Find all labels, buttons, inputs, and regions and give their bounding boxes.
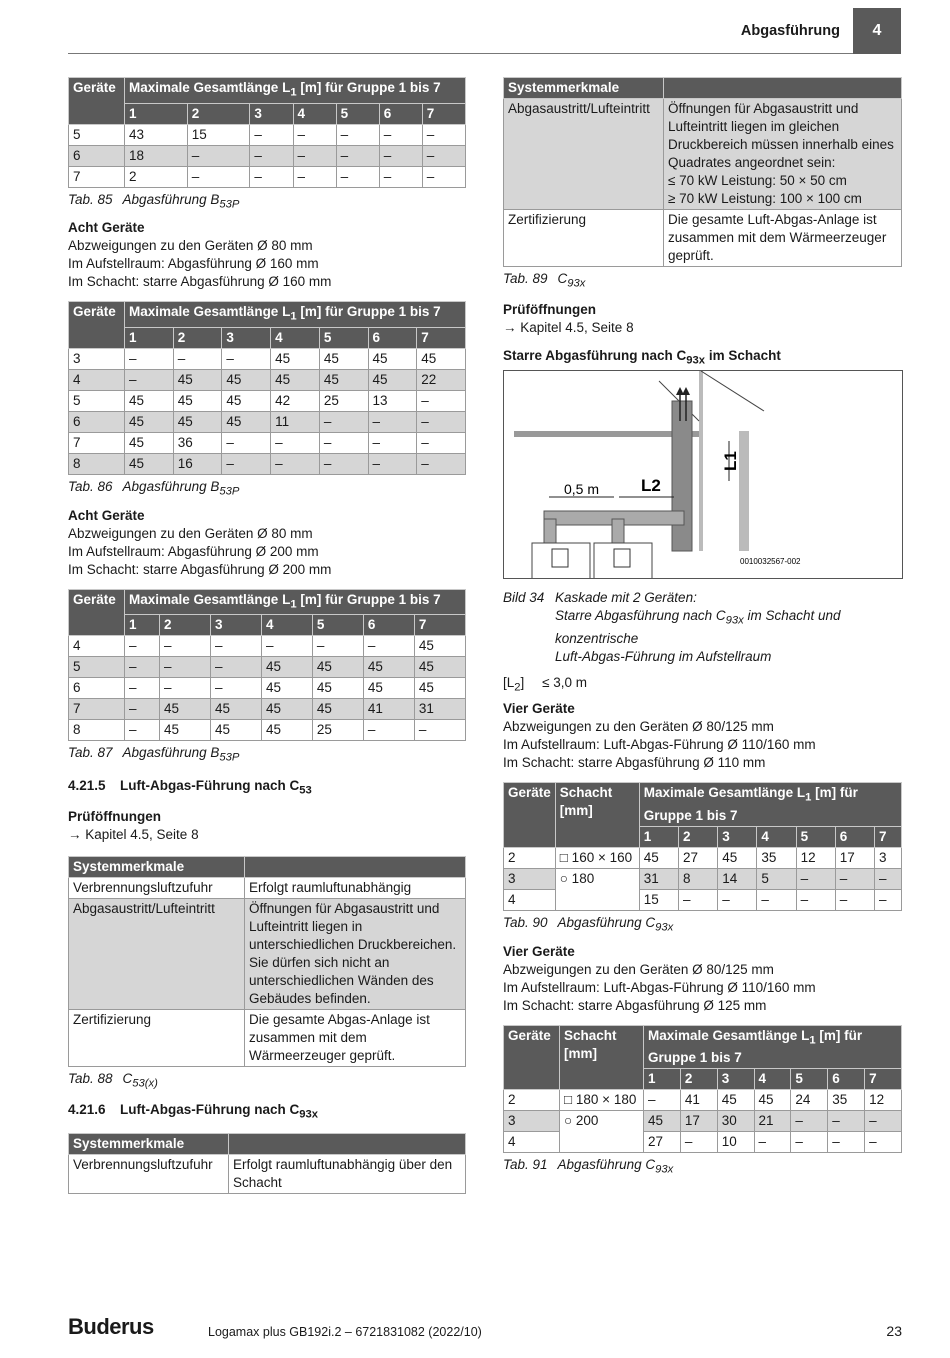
length-cell: – xyxy=(293,124,336,145)
length-cell: 45 xyxy=(210,720,261,741)
header-schacht: Schacht [mm] xyxy=(555,783,639,848)
group-cell: 1 xyxy=(644,1069,681,1090)
brand-logo: Buderus xyxy=(68,1314,154,1339)
length-cell: 45 xyxy=(222,391,271,412)
device-count-cell: 6 xyxy=(69,412,125,433)
length-cell: – xyxy=(363,720,414,741)
header-max-length: Maximale Gesamtlänge $L_1$ [m] für Gruppe 1 bis 7 xyxy=(125,589,466,615)
group-cell: 4 xyxy=(293,103,336,124)
length-cell: – xyxy=(222,349,271,370)
header-max-length: Maximale Gesamtlänge $L_1$ [m] für Gruppe 1 bis 7 xyxy=(644,1025,902,1069)
device-count-cell: 5 xyxy=(69,391,125,412)
block-line: Abzweigungen zu den Geräten Ø 80/125 mm xyxy=(503,719,774,735)
group-cell: 2 xyxy=(173,328,222,349)
l2-limit-note: $[L_2] \le 3,0$ m xyxy=(503,674,587,694)
table-header-row xyxy=(69,589,466,615)
table-row xyxy=(69,636,466,657)
bild34-caption: Bild 34 Kaskade mit 2 Geräten: Starre Abgasführung nach $C_{93x}$ im Schacht und konzentrische Luft-Abgas-Führung im Aufstellraum xyxy=(503,590,841,664)
group-cell: 2 xyxy=(680,1069,717,1090)
block-line: Im Aufstellraum: Abgasführung Ø 200 mm xyxy=(68,543,319,559)
length-cell: 45 xyxy=(261,699,312,720)
length-cell: – xyxy=(125,720,160,741)
group-cell: 4 xyxy=(757,827,796,848)
header-systemmerkmale: Systemmerkmale xyxy=(69,856,245,877)
table-90 xyxy=(503,782,902,911)
boiler-1 xyxy=(532,543,590,578)
pruef-block-2 xyxy=(503,301,902,337)
attr-value: Erfolgt raumluftunabhängig xyxy=(245,877,466,898)
caption-tab87: Tab. 87 Abgasführung $B_{53P}$ xyxy=(68,745,240,765)
length-cell: – xyxy=(271,454,320,475)
group-cell: 2 xyxy=(187,103,250,124)
table-row xyxy=(69,349,466,370)
length-cell: – xyxy=(173,349,222,370)
header-schacht: Schacht [mm] xyxy=(560,1025,644,1090)
length-cell: – xyxy=(210,636,261,657)
length-cell: – xyxy=(336,166,379,187)
length-cell: 45 xyxy=(222,412,271,433)
group-cell: 3 xyxy=(210,615,261,636)
header-systemmerkmale: Systemmerkmale xyxy=(504,78,664,99)
chapter-link[interactable]: → Kapitel 4.5, Seite 8 xyxy=(68,826,199,842)
attr-name: Abgasaustritt/Lufteintritt xyxy=(69,898,245,1009)
length-cell: – xyxy=(250,145,293,166)
block-line: Abzweigungen zu den Geräten Ø 80 mm xyxy=(68,238,313,254)
shaft-size: ○ 180 xyxy=(555,869,639,911)
caption-tab86: Tab. 86 Abgasführung $B_{53P}$ xyxy=(68,479,240,498)
attr-value: Öffnungen für Abgasaustritt und Lufteintritt liegen im gleichen Druckbereich müssen innerhalb eines Quadrates angeordnet sein: ≤ 70 kW Leistung: 50 × 50 cm ≥ 70 kW Leistung: 100 × 100 cm xyxy=(664,99,902,210)
device-count-cell: 6 xyxy=(69,678,125,699)
group-cell: 1 xyxy=(639,827,678,848)
table-row xyxy=(69,678,466,699)
block-line: Im Aufstellraum: Abgasführung Ø 160 mm xyxy=(68,256,319,272)
group-cell: 3 xyxy=(222,328,271,349)
length-cell: – xyxy=(312,636,363,657)
length-cell: – xyxy=(379,124,422,145)
length-cell: 45 xyxy=(125,433,174,454)
group-cell: 6 xyxy=(363,615,414,636)
left-column xyxy=(68,77,466,1194)
group-cell: 3 xyxy=(718,827,757,848)
shaft-wall-right xyxy=(739,431,749,551)
length-cell: – xyxy=(319,454,368,475)
table-body xyxy=(69,349,466,475)
right-column xyxy=(503,77,902,369)
table-row xyxy=(69,433,466,454)
length-cell: – xyxy=(293,166,336,187)
attr-name: Abgasaustritt/Lufteintritt xyxy=(504,99,664,210)
block-title: Acht Geräte xyxy=(68,507,145,523)
header-systemmerkmale: Systemmerkmale xyxy=(69,1134,229,1155)
length-cell: – xyxy=(222,454,271,475)
table-system-c93x xyxy=(68,1133,466,1194)
group-cell: 1 xyxy=(125,615,160,636)
document-id: Logamax plus GB192i.2 – 6721831082 (2022/10) xyxy=(208,1325,482,1339)
block-line: Abzweigungen zu den Geräten Ø 80/125 mm xyxy=(503,961,774,977)
header-empty xyxy=(245,856,466,877)
cascade-diagram xyxy=(503,370,903,579)
length-cell: 45 xyxy=(414,678,465,699)
length-cell: – xyxy=(250,166,293,187)
length-cell: – xyxy=(379,145,422,166)
page-number: 23 xyxy=(886,1323,902,1339)
table-body xyxy=(69,124,466,187)
table-group-row xyxy=(69,328,466,349)
length-cell: – xyxy=(417,433,466,454)
device-count-cell: 7 xyxy=(69,166,125,187)
length-cell: 45 xyxy=(160,699,211,720)
group-cell: 5 xyxy=(796,827,835,848)
length-cell: 25 xyxy=(312,720,363,741)
block-line: Im Schacht: starre Abgasführung Ø 125 mm xyxy=(503,997,767,1013)
length-cell: 43 xyxy=(125,124,188,145)
table-row xyxy=(69,124,466,145)
length-cell: 45 xyxy=(271,349,320,370)
group-cell: 7 xyxy=(422,103,465,124)
device-count-cell: 8 xyxy=(69,720,125,741)
table-row xyxy=(69,370,466,391)
table-group-row xyxy=(69,103,466,124)
pruef-title: Prüföffnungen xyxy=(68,808,161,824)
header-geraete: Geräte xyxy=(69,302,125,349)
caption-tab85: Tab. 85 Abgasführung $B_{53P}$ xyxy=(68,191,240,211)
group-cell: 5 xyxy=(791,1069,828,1090)
table-row xyxy=(69,166,466,187)
shaft-size: ○ 200 xyxy=(560,1111,644,1153)
table-row xyxy=(69,699,466,720)
length-cell: 45 xyxy=(319,370,368,391)
length-cell: 16 xyxy=(173,454,222,475)
table-87 xyxy=(68,589,466,742)
text-block-4 xyxy=(503,943,902,1015)
length-cell: 45 xyxy=(368,349,417,370)
block-title: Vier Geräte xyxy=(503,943,575,959)
text-block-1 xyxy=(68,219,466,291)
length-cell: – xyxy=(222,433,271,454)
table-row: 2 □ 180 × 180 – 41 45 45 24 35 12 xyxy=(504,1090,902,1111)
length-cell: 45 xyxy=(261,720,312,741)
device-count-cell: 4 xyxy=(69,370,125,391)
table-row: 4 27 – 10 – – – – xyxy=(504,1132,902,1153)
header-geraete: Geräte xyxy=(69,78,125,125)
length-cell: 41 xyxy=(363,699,414,720)
length-cell: 45 xyxy=(125,454,174,475)
table-row xyxy=(69,454,466,475)
table-row xyxy=(69,412,466,433)
attr-name: Verbrennungsluftzufuhr xyxy=(69,1155,229,1194)
length-cell: 15 xyxy=(187,124,250,145)
block-line: Im Schacht: starre Abgasführung Ø 200 mm xyxy=(68,561,332,577)
attr-value: Die gesamte Luft-Abgas-Anlage ist zusammen mit dem Wärmeerzeuger geprüft. xyxy=(664,210,902,267)
length-cell: 2 xyxy=(125,166,188,187)
group-cell: 7 xyxy=(865,1069,902,1090)
length-cell: – xyxy=(417,391,466,412)
table-header-row xyxy=(69,302,466,328)
header-max-length: Maximale Gesamtlänge $L_1$ [m] für Gruppe 1 bis 7 xyxy=(639,783,901,827)
block-title: Acht Geräte xyxy=(68,220,145,236)
text-block-2 xyxy=(68,507,466,579)
length-cell: – xyxy=(379,166,422,187)
caption-tab89: Tab. 89 $C_{93x}$ xyxy=(503,271,586,290)
block-title: Vier Geräte xyxy=(503,701,575,717)
group-cell: 3 xyxy=(250,103,293,124)
header-rule xyxy=(68,53,853,54)
attr-value: Öffnungen für Abgasaustritt und Lufteintritt liegen in unterschiedlichen Druckbereichen. Sie dürfen sich nicht an unterschiedlichen Wänden des Gebäudes befinden. xyxy=(245,898,466,1009)
pruef-title: Prüföffnungen xyxy=(503,301,596,317)
length-cell: – xyxy=(417,412,466,433)
device-count-cell: 5 xyxy=(69,124,125,145)
group-cell: 2 xyxy=(160,615,211,636)
length-cell: – xyxy=(368,433,417,454)
length-cell: 45 xyxy=(414,657,465,678)
length-cell: 45 xyxy=(173,391,222,412)
attr-value: Die gesamte Abgas-Anlage ist zusammen mit dem Wärmeerzeuger geprüft. xyxy=(245,1009,466,1066)
length-cell: 45 xyxy=(173,370,222,391)
length-cell: – xyxy=(160,678,211,699)
length-cell: – xyxy=(319,433,368,454)
group-cell: 6 xyxy=(835,827,874,848)
length-cell: – xyxy=(336,145,379,166)
device-count-cell: 4 xyxy=(69,636,125,657)
attr-name: Zertifizierung xyxy=(504,210,664,267)
length-cell: 36 xyxy=(173,433,222,454)
header-max-length: Maximale Gesamtlänge $L_1$ [m] für Gruppe 1 bis 7 xyxy=(125,302,466,328)
pruef-block-1 xyxy=(68,808,466,844)
group-cell: 6 xyxy=(828,1069,865,1090)
figure-title: Starre Abgasführung nach $C_{93x}$ im Schacht xyxy=(503,347,781,367)
header-geraete: Geräte xyxy=(504,783,556,848)
group-cell: 4 xyxy=(261,615,312,636)
group-cell: 6 xyxy=(379,103,422,124)
header-empty xyxy=(664,78,902,99)
length-cell: 25 xyxy=(319,391,368,412)
table-89 xyxy=(503,77,902,267)
group-cell: 2 xyxy=(678,827,717,848)
header-empty xyxy=(229,1134,466,1155)
device-count-cell: 8 xyxy=(69,454,125,475)
length-cell: – xyxy=(125,678,160,699)
length-cell: 45 xyxy=(261,657,312,678)
length-cell: – xyxy=(125,657,160,678)
block-line: Im Aufstellraum: Luft-Abgas-Führung Ø 110/160 mm xyxy=(503,737,816,753)
table-row: 4 15 – – – – – – xyxy=(504,890,902,911)
length-cell: – xyxy=(422,145,465,166)
caption-tab88: Tab. 88 $C_{53(x)}$ xyxy=(68,1070,158,1090)
length-cell: 45 xyxy=(312,657,363,678)
length-cell: 45 xyxy=(414,636,465,657)
length-cell: 45 xyxy=(319,349,368,370)
label-0-5m: 0,5 m xyxy=(564,481,600,497)
length-cell: – xyxy=(414,720,465,741)
length-cell: – xyxy=(160,636,211,657)
length-cell: 31 xyxy=(414,699,465,720)
length-cell: 11 xyxy=(271,412,320,433)
device-count-cell: 7 xyxy=(69,433,125,454)
caption-tab91: Tab. 91 Abgasführung $C_{93x}$ xyxy=(503,1157,674,1177)
length-cell: 13 xyxy=(368,391,417,412)
chapter-link[interactable]: → Kapitel 4.5, Seite 8 xyxy=(503,319,634,335)
table-header-row xyxy=(69,78,466,104)
length-cell: 45 xyxy=(417,349,466,370)
group-cell: 7 xyxy=(417,328,466,349)
length-cell: – xyxy=(187,166,250,187)
length-cell: – xyxy=(125,370,174,391)
group-cell: 5 xyxy=(312,615,363,636)
group-cell: 4 xyxy=(271,328,320,349)
group-cell: 5 xyxy=(336,103,379,124)
length-cell: 45 xyxy=(173,412,222,433)
label-l1: L1 xyxy=(721,451,740,471)
header-max-length: Maximale Gesamtlänge $L_1$ [m] für Gruppe 1 bis 7 xyxy=(125,78,466,104)
length-cell: 18 xyxy=(125,145,188,166)
length-cell: 45 xyxy=(363,657,414,678)
table-85 xyxy=(68,77,466,188)
table-body xyxy=(69,636,466,741)
attr-value: Erfolgt raumluftunabhängig über den Schacht xyxy=(229,1155,466,1194)
table-row xyxy=(69,145,466,166)
shaft-wall-left xyxy=(699,371,703,551)
table-row xyxy=(69,657,466,678)
section-heading-4216: 4.21.6 Luft-Abgas-Führung nach $C_{93x}$ xyxy=(68,1101,319,1121)
length-cell: 45 xyxy=(312,699,363,720)
length-cell: – xyxy=(368,412,417,433)
attr-name: Zertifizierung xyxy=(69,1009,245,1066)
length-cell: – xyxy=(422,124,465,145)
table-row: 3 ○ 180 31 8 14 5 – – – xyxy=(504,869,902,890)
boiler-2 xyxy=(594,543,652,578)
group-cell: 3 xyxy=(717,1069,754,1090)
chapter-number: 4 xyxy=(853,8,901,54)
group-cell: 7 xyxy=(414,615,465,636)
shaft-size: □ 160 × 160 xyxy=(555,848,639,869)
length-cell: – xyxy=(319,412,368,433)
cascade-diagram-svg xyxy=(504,371,902,578)
length-cell: 45 xyxy=(222,370,271,391)
device-count-cell: 7 xyxy=(69,699,125,720)
section-heading-4215: 4.21.5 Luft-Abgas-Führung nach $C_{53}$ xyxy=(68,778,312,797)
caption-tab90: Tab. 90 Abgasführung $C_{93x}$ xyxy=(503,915,674,934)
length-cell: 45 xyxy=(368,370,417,391)
device-count-cell: 3 xyxy=(69,349,125,370)
length-cell: – xyxy=(210,657,261,678)
table-row: 2 □ 160 × 160 45 27 45 35 12 17 3 xyxy=(504,848,902,869)
vertical-pipe xyxy=(672,401,692,551)
length-cell: – xyxy=(125,636,160,657)
group-cell: 1 xyxy=(125,328,174,349)
length-cell: – xyxy=(160,657,211,678)
header-geraete: Geräte xyxy=(504,1025,560,1090)
header-title: Abgasführung xyxy=(740,23,840,39)
length-cell: – xyxy=(271,433,320,454)
length-cell: 45 xyxy=(312,678,363,699)
table-row: 3 ○ 200 45 17 30 21 – – – xyxy=(504,1111,902,1132)
table-88 xyxy=(68,856,466,1067)
figure-code: 0010032567-002 xyxy=(740,557,801,566)
group-cell: 7 xyxy=(875,827,902,848)
header-geraete: Geräte xyxy=(69,589,125,636)
shaft-size: □ 180 × 180 xyxy=(560,1090,644,1111)
label-l2: L2 xyxy=(641,476,661,495)
group-cell: 4 xyxy=(754,1069,791,1090)
right-column-lower xyxy=(503,589,902,1179)
group-cell: 6 xyxy=(368,328,417,349)
length-cell: – xyxy=(336,124,379,145)
length-cell: – xyxy=(125,699,160,720)
length-cell: – xyxy=(363,636,414,657)
length-cell: – xyxy=(368,454,417,475)
ceiling xyxy=(514,431,699,437)
length-cell: – xyxy=(261,636,312,657)
length-cell: 45 xyxy=(271,370,320,391)
device-count-cell: 6 xyxy=(69,145,125,166)
length-cell: – xyxy=(210,678,261,699)
length-cell: 45 xyxy=(125,412,174,433)
text-block-3 xyxy=(503,700,902,772)
length-cell: 45 xyxy=(125,391,174,412)
table-group-row xyxy=(69,615,466,636)
attr-name: Verbrennungsluftzufuhr xyxy=(69,877,245,898)
length-cell: – xyxy=(293,145,336,166)
block-line: Abzweigungen zu den Geräten Ø 80 mm xyxy=(68,525,313,541)
block-line: Im Aufstellraum: Luft-Abgas-Führung Ø 110/160 mm xyxy=(503,979,816,995)
table-row xyxy=(69,391,466,412)
length-cell: 45 xyxy=(210,699,261,720)
table-row xyxy=(69,720,466,741)
length-cell: – xyxy=(417,454,466,475)
block-line: Im Schacht: starre Abgasführung Ø 160 mm xyxy=(68,274,332,290)
length-cell: – xyxy=(250,124,293,145)
table-86 xyxy=(68,301,466,475)
length-cell: 45 xyxy=(160,720,211,741)
table-91 xyxy=(503,1025,902,1154)
length-cell: 45 xyxy=(261,678,312,699)
length-cell: – xyxy=(125,349,174,370)
length-cell: 22 xyxy=(417,370,466,391)
group-cell: 5 xyxy=(319,328,368,349)
length-cell: – xyxy=(422,166,465,187)
length-cell: – xyxy=(187,145,250,166)
length-cell: 42 xyxy=(271,391,320,412)
block-line: Im Schacht: starre Abgasführung Ø 110 mm xyxy=(503,755,766,771)
group-cell: 1 xyxy=(125,103,188,124)
device-count-cell: 5 xyxy=(69,657,125,678)
length-cell: 45 xyxy=(363,678,414,699)
